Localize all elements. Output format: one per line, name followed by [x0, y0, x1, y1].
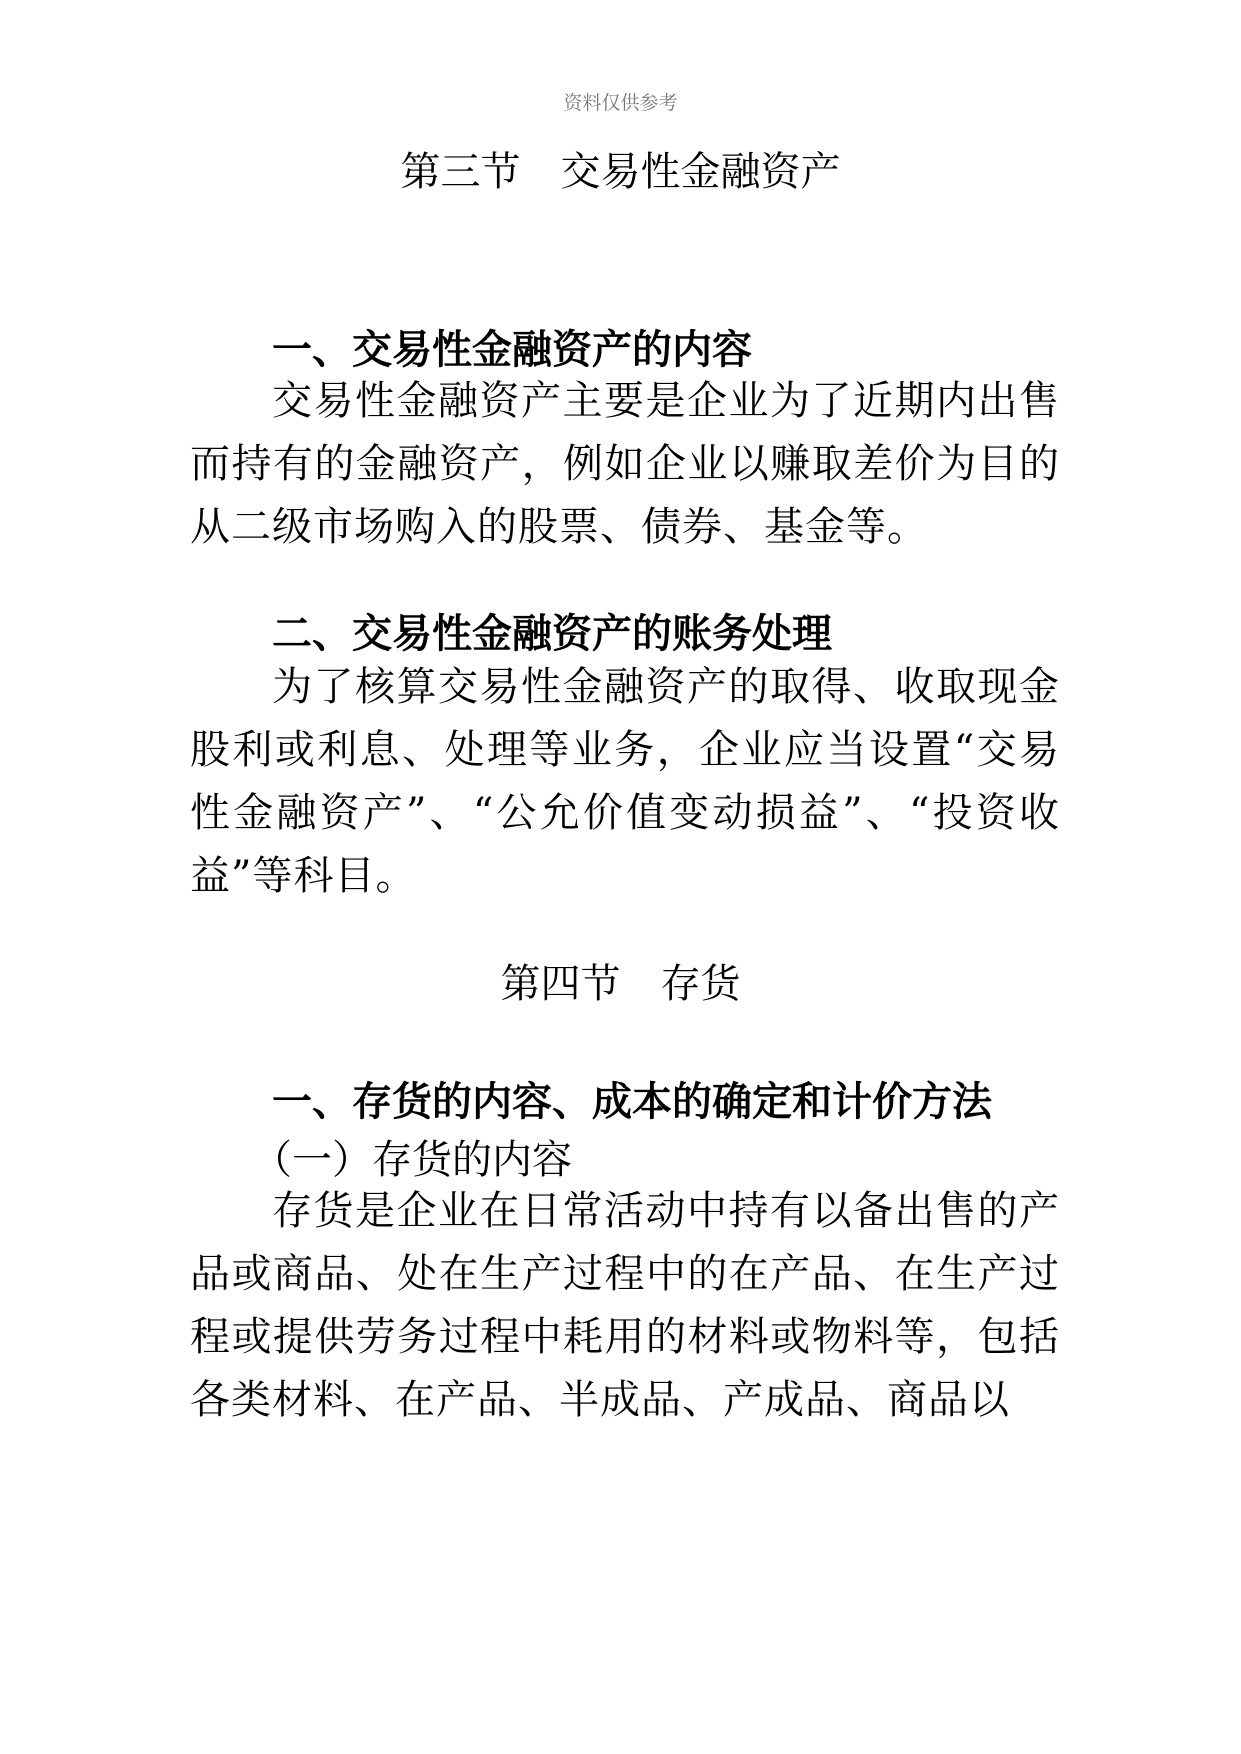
paragraph-trading-assets-content: 交易性金融资产主要是企业为了近期内出售而持有的金融资产，例如企业以赚取差价为目的从二级市场购入的股票、债券、基金等。	[190, 378, 1060, 550]
heading-inventory-content-cost: 一、存货的内容、成本的确定和计价方法	[272, 1078, 992, 1125]
paragraph-inventory-content: 存货是企业在日常活动中持有以备出售的产品或商品、处在生产过程中的在产品、在生产过程或提供劳务过程中耗用的材料或物料等，包括各类材料、在产品、半成品、产成品、商品以	[190, 1188, 1060, 1423]
section-title-4: 第四节 存货	[500, 961, 741, 1007]
subheading-inventory-content: （一）存货的内容	[252, 1137, 572, 1183]
heading-trading-assets-accounting: 二、交易性金融资产的账务处理	[272, 610, 832, 657]
section-title-3: 第三节 交易性金融资产	[400, 149, 841, 195]
watermark-text: 资料仅供参考	[563, 92, 678, 114]
paragraph-trading-assets-accounting: 为了核算交易性金融资产的取得、收取现金股利或利息、处理等业务，企业应当设置“交易性金融资产”、“公允价值变动损益”、“投资收益”等科目。	[190, 664, 1060, 899]
heading-trading-assets-content: 一、交易性金融资产的内容	[272, 326, 752, 373]
